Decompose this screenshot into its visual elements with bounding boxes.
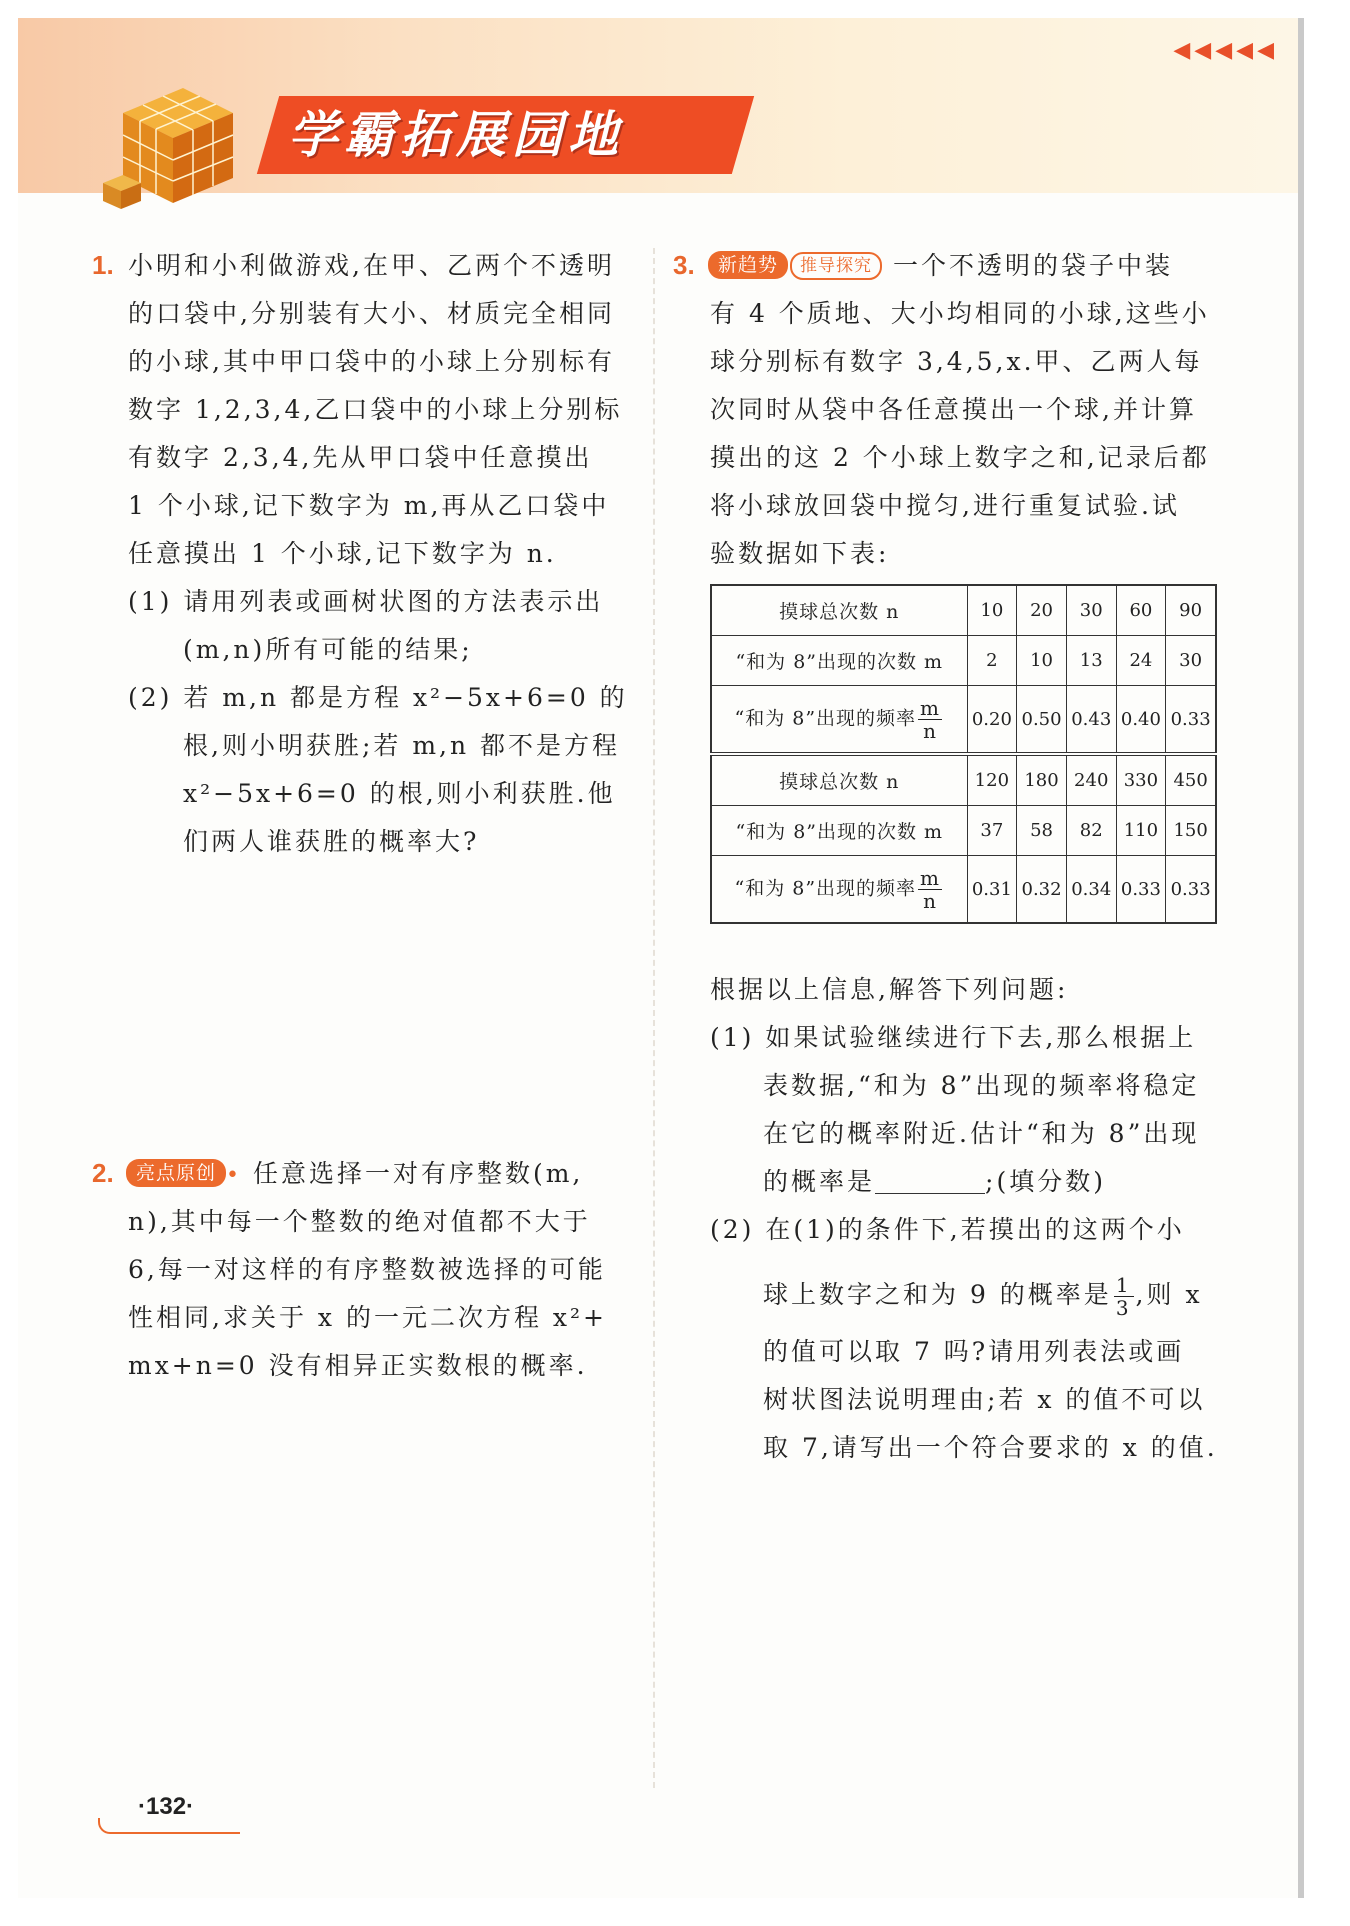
- q3-sub2-line: 球上数字之和为 9 的概率是: [763, 1280, 1112, 1309]
- q3-sub1-line: 在它的概率附近.估计“和为 8”出现: [763, 1119, 1200, 1148]
- q2-line: 6,每一对这样的有序整数被选择的可能: [128, 1255, 606, 1284]
- table-cell: 0.33: [1116, 856, 1166, 924]
- table-cell: 0.33: [1166, 686, 1216, 755]
- q3-line: 一个不透明的袋子中装: [892, 251, 1173, 280]
- table-row-label-freq: [711, 686, 967, 755]
- table-row-label: 摸球总次数 n: [711, 585, 967, 636]
- fraction-denominator: n: [923, 888, 937, 913]
- page-number: ·132·: [138, 1793, 195, 1820]
- table-cell: 90: [1166, 585, 1216, 636]
- table-cell: 120: [967, 754, 1017, 806]
- table-row: [711, 806, 1216, 856]
- q1-sub2-line: 根,则小明获胜;若 m,n 都不是方程: [183, 731, 621, 760]
- q1-line: 的口袋中,分别装有大小、材质完全相同: [128, 299, 615, 328]
- q1-line: 有数字 2,3,4,先从甲口袋中任意摸出: [128, 443, 593, 472]
- table-cell: 0.20: [967, 686, 1017, 755]
- q1-sub1-line: (1) 请用列表或画树状图的方法表示出: [128, 587, 604, 616]
- q2-number: 2.: [92, 1158, 114, 1188]
- table-cell: 110: [1116, 806, 1166, 856]
- q3-sub1-line: 表数据,“和为 8”出现的频率将稳定: [763, 1071, 1200, 1100]
- frequency-table: [710, 584, 1217, 924]
- fraction-denominator: n: [923, 718, 937, 743]
- table-cell: 30: [1166, 636, 1216, 686]
- table-cell: 150: [1166, 806, 1216, 856]
- table-row-label: 摸球总次数 n: [711, 754, 967, 806]
- table-cell: 0.43: [1066, 686, 1116, 755]
- table-cell: 0.50: [1017, 686, 1067, 755]
- table-cell: 0.40: [1116, 686, 1166, 755]
- q1-line: 数字 1,2,3,4,乙口袋中的小球上分别标: [128, 395, 623, 424]
- q3-line: 验数据如下表:: [710, 539, 890, 568]
- q3-sub2-line: 取 7,请写出一个符合要求的 x 的值.: [763, 1433, 1218, 1462]
- table-row-label: “和为 8”出现的次数 m: [711, 636, 967, 686]
- column-divider: [653, 248, 655, 1788]
- q3-sub2-fraction-line: [763, 1274, 1203, 1319]
- fraction: [918, 867, 942, 912]
- badge-dot-icon: •: [226, 1163, 242, 1188]
- table-row-label: “和为 8”出现的次数 m: [711, 806, 967, 856]
- table-row: [711, 585, 1216, 636]
- q1-number: 1.: [92, 250, 114, 280]
- q3-badge-secondary: 推导探究: [790, 252, 882, 280]
- table-row-label: “和为 8”出现的频率: [734, 877, 917, 899]
- table-cell: 20: [1017, 585, 1067, 636]
- table-cell: 10: [1017, 636, 1067, 686]
- header-arrows-icon: ◀◀◀◀◀: [1173, 38, 1278, 63]
- table-row: [711, 686, 1216, 755]
- q3-line: 将小球放回袋中搅匀,进行重复试验.试: [710, 491, 1180, 520]
- table-cell: 13: [1066, 636, 1116, 686]
- table-cell: 37: [967, 806, 1017, 856]
- answer-blank[interactable]: [875, 1167, 985, 1194]
- table-cell: 180: [1017, 754, 1067, 806]
- q2-line: 性相同,求关于 x 的一元二次方程 x²+: [128, 1303, 607, 1332]
- page: [18, 18, 1304, 1898]
- q2-line: mx+n=0 没有相异正实数根的概率.: [128, 1351, 588, 1380]
- q1-line: 的小球,其中甲口袋中的小球上分别标有: [128, 347, 615, 376]
- table-cell: 2: [967, 636, 1017, 686]
- page-title: 学霸拓展园地: [288, 106, 624, 164]
- q3-sub2-line: ,则 x: [1135, 1280, 1203, 1309]
- table-row-label-freq: [711, 856, 967, 924]
- table-cell: 0.32: [1017, 856, 1067, 924]
- table-row-label: “和为 8”出现的频率: [734, 707, 917, 729]
- table-cell: 0.34: [1066, 856, 1116, 924]
- q2-badge: 亮点原创: [126, 1159, 226, 1187]
- table-row: [711, 636, 1216, 686]
- fraction-numerator: m: [920, 865, 941, 890]
- q3-line: 次同时从袋中各任意摸出一个球,并计算: [710, 395, 1197, 424]
- q3-sub2-line: 树状图法说明理由;若 x 的值不可以: [763, 1385, 1206, 1414]
- rubiks-cube-icon: [103, 73, 243, 213]
- table-cell: 60: [1116, 585, 1166, 636]
- table-row: [711, 754, 1216, 806]
- fraction-numerator: m: [920, 695, 941, 720]
- fraction-numerator: 1: [1115, 1273, 1132, 1297]
- table-cell: 0.33: [1166, 856, 1216, 924]
- q3-badge: 新趋势: [708, 251, 788, 279]
- q1-line: 1 个小球,记下数字为 m,再从乙口袋中: [128, 491, 610, 520]
- q3-sub2-line: (2) 在(1)的条件下,若摸出的这两个小: [710, 1215, 1185, 1244]
- q1-sub1-line: (m,n)所有可能的结果;: [183, 635, 473, 664]
- q3-line: 有 4 个质地、大小均相同的小球,这些小: [710, 299, 1210, 328]
- fraction: [1114, 1274, 1134, 1319]
- q3-sub1-answer-line: [763, 1166, 1106, 1198]
- table-cell: 330: [1116, 754, 1166, 806]
- q3-sub1-line: (1) 如果试验继续进行下去,那么根据上: [710, 1023, 1197, 1052]
- table-cell: 450: [1166, 754, 1216, 806]
- fraction: [918, 697, 942, 742]
- table-cell: 240: [1066, 754, 1116, 806]
- table-cell: 0.31: [967, 856, 1017, 924]
- q1-line: 小明和小利做游戏,在甲、乙两个不透明: [128, 251, 615, 280]
- q3-sub1-line: ;(填分数): [985, 1167, 1106, 1196]
- q3-after-table: 根据以上信息,解答下列问题:: [710, 975, 1069, 1004]
- q1-sub2-line: (2) 若 m,n 都是方程 x²−5x+6=0 的: [128, 683, 628, 712]
- table-cell: 58: [1017, 806, 1067, 856]
- q3-line: 球分别标有数字 3,4,5,x.甲、乙两人每: [710, 347, 1203, 376]
- q1-sub2-line: 们两人谁获胜的概率大?: [183, 827, 480, 856]
- q3-sub1-line: 的概率是: [763, 1167, 876, 1196]
- fraction-denominator: 3: [1115, 1296, 1132, 1320]
- q2-line: 任意选择一对有序整数(m,: [252, 1159, 584, 1188]
- q3-line: 摸出的这 2 个小球上数字之和,记录后都: [710, 443, 1210, 472]
- table-cell: 82: [1066, 806, 1116, 856]
- table-cell: 30: [1066, 585, 1116, 636]
- q2-first-line: [126, 1158, 583, 1192]
- table-cell: 10: [967, 585, 1017, 636]
- q1-line: 任意摸出 1 个小球,记下数字为 n.: [128, 539, 557, 568]
- table-row: [711, 856, 1216, 924]
- q3-sub2-line: 的值可以取 7 吗?请用列表法或画: [763, 1337, 1185, 1366]
- q2-line: n),其中每一个整数的绝对值都不大于: [128, 1207, 591, 1236]
- q3-first-line: [708, 250, 1173, 282]
- q1-sub2-line: x²−5x+6=0 的根,则小利获胜.他: [183, 779, 616, 808]
- table-cell: 24: [1116, 636, 1166, 686]
- q3-number: 3.: [673, 250, 695, 280]
